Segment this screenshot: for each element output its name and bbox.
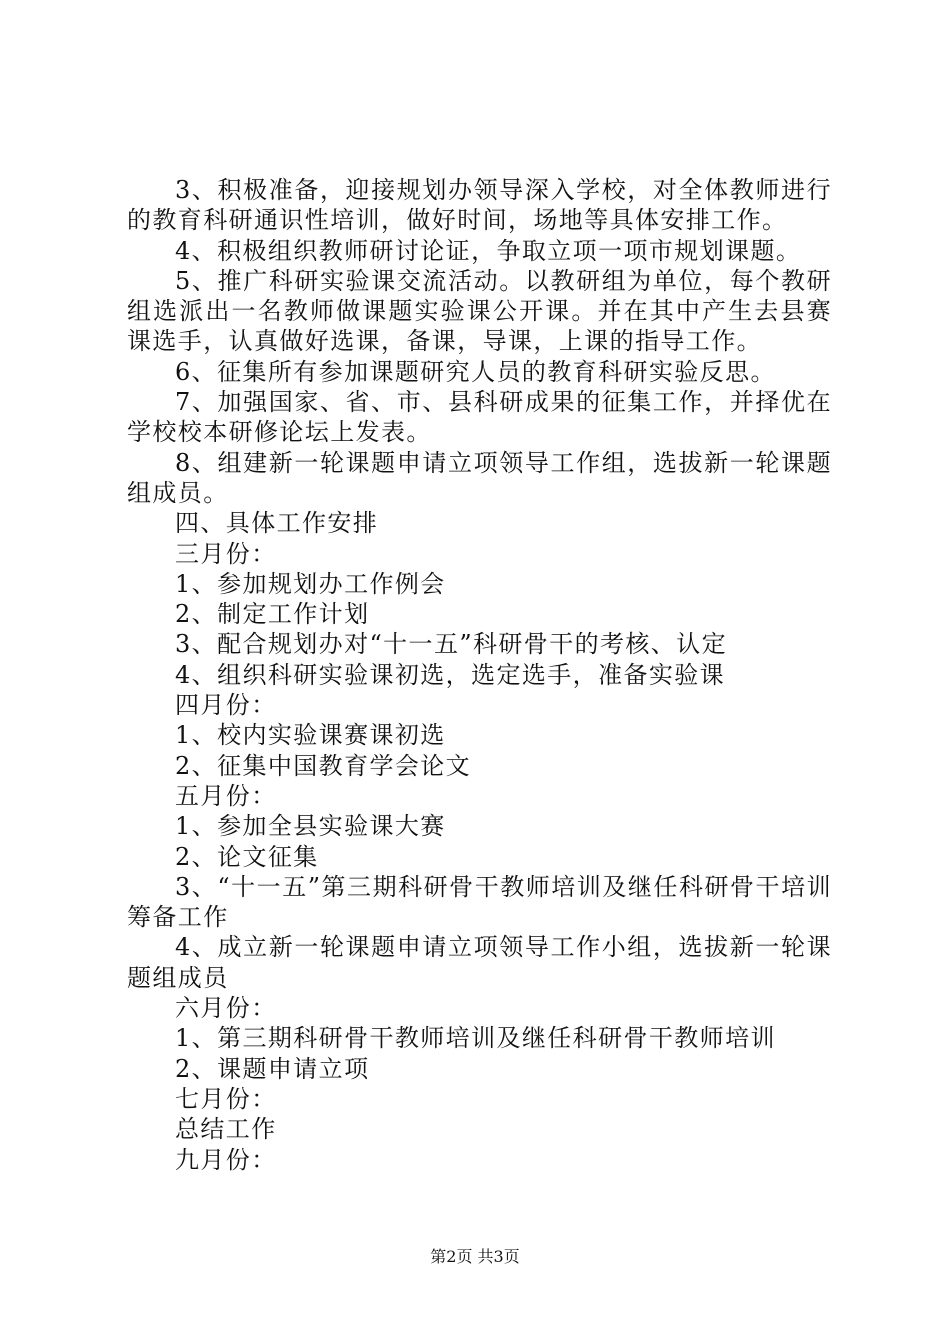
- list-item: 2、制定工作计划: [175, 600, 370, 629]
- paragraph: 3、积极准备，迎接规划办领导深入学校，对全体教师进行的教育科研通识性培训，做好时间，场地等具体安排工作。: [127, 176, 832, 235]
- page-number-footer: 第2页 共3页: [430, 1247, 520, 1266]
- list-item: 2、征集中国教育学会论文: [175, 751, 472, 780]
- month-heading: 九月份：: [175, 1145, 277, 1174]
- paragraph: 4、积极组织教师研讨论证，争取立项一项市规划课题。: [175, 236, 802, 265]
- month-heading: 三月份：: [175, 539, 277, 568]
- paragraph: 5、推广科研实验课交流活动。以教研组为单位，每个教研组选派出一名教师做课题实验课公开课。并在其中产生去县赛课选手，认真做好选课，备课，导课，上课的指导工作。: [127, 266, 832, 356]
- list-item: 4、组织科研实验课初选，选定选手，准备实验课: [175, 660, 726, 689]
- month-heading: 六月份：: [175, 994, 277, 1023]
- paragraph: 8、组建新一轮课题申请立项领导工作组，选拔新一轮课题组成员。: [127, 448, 832, 507]
- list-item: 3、“十一五”第三期科研骨干教师培训及继任科研骨干培训筹备工作: [127, 872, 832, 932]
- list-item: 1、参加规划办工作例会: [175, 569, 446, 598]
- section-heading: 四、具体工作安排: [175, 509, 379, 538]
- list-item: 3、配合规划办对“十一五”科研骨干的考核、认定: [175, 630, 728, 659]
- list-item: 1、第三期科研骨干教师培训及继任科研骨干教师培训: [175, 1024, 776, 1053]
- paragraph: 6、征集所有参加课题研究人员的教育科研实验反思。: [175, 357, 776, 386]
- month-heading: 七月份：: [175, 1084, 277, 1113]
- paragraph: 7、加强国家、省、市、县科研成果的征集工作，并择优在学校校本研修论坛上发表。: [127, 388, 832, 447]
- list-item: 4、成立新一轮课题申请立项领导工作小组，选拔新一轮课题组成员: [127, 933, 832, 992]
- list-item: 总结工作: [175, 1115, 277, 1144]
- month-heading: 四月份：: [175, 691, 277, 720]
- month-heading: 五月份：: [175, 781, 277, 810]
- list-item: 2、论文征集: [175, 842, 319, 871]
- list-item: 1、校内实验课赛课初选: [175, 721, 446, 750]
- list-item: 1、参加全县实验课大赛: [175, 812, 446, 841]
- list-item: 2、课题申请立项: [175, 1054, 370, 1083]
- document-body: [127, 175, 832, 1175]
